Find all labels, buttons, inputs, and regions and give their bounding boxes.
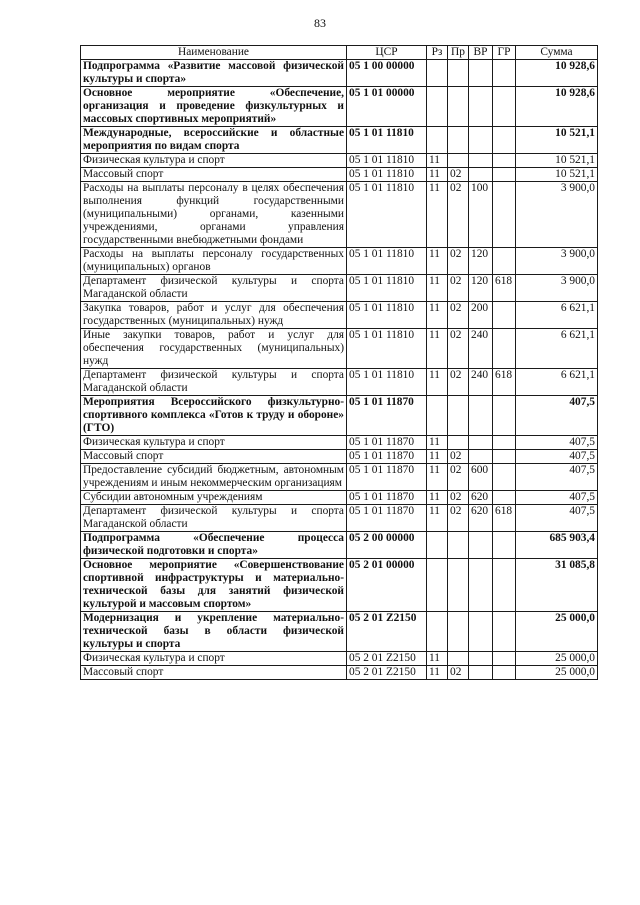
cell-rz: 11 [427, 505, 448, 532]
table-row [81, 275, 598, 302]
cell-gr [493, 450, 516, 464]
cell-gr [493, 396, 516, 436]
cell-rz [427, 612, 448, 652]
cell-pr: 02 [448, 168, 469, 182]
table-row [81, 559, 598, 612]
cell-gr [493, 302, 516, 329]
cell-csr: 05 1 01 11810 [347, 248, 427, 275]
cell-sum: 407,5 [516, 396, 598, 436]
cell-gr [493, 612, 516, 652]
cell-pr [448, 559, 469, 612]
cell-name: Иные закупки товаров, работ и услуг для обеспечения государственных (муниципальных) нужд [81, 329, 347, 369]
header-vr: ВР [469, 46, 493, 60]
cell-rz: 11 [427, 652, 448, 666]
header-csr: ЦСР [347, 46, 427, 60]
cell-vr: 240 [469, 369, 493, 396]
cell-gr [493, 559, 516, 612]
cell-pr: 02 [448, 464, 469, 491]
cell-sum: 6 621,1 [516, 302, 598, 329]
cell-gr [493, 168, 516, 182]
cell-csr: 05 1 00 00000 [347, 60, 427, 87]
cell-gr [493, 464, 516, 491]
cell-sum: 31 085,8 [516, 559, 598, 612]
budget-table [80, 45, 598, 680]
table-row [81, 505, 598, 532]
cell-vr [469, 532, 493, 559]
cell-rz: 11 [427, 666, 448, 680]
cell-name: Международные, всероссийские и областные мероприятия по видам спорта [81, 127, 347, 154]
cell-vr [469, 559, 493, 612]
table-row [81, 464, 598, 491]
cell-rz: 11 [427, 329, 448, 369]
cell-gr [493, 491, 516, 505]
cell-name: Массовый спорт [81, 450, 347, 464]
cell-pr: 02 [448, 275, 469, 302]
table-row [81, 612, 598, 652]
cell-csr: 05 2 01 Z2150 [347, 666, 427, 680]
cell-rz [427, 532, 448, 559]
cell-pr [448, 436, 469, 450]
cell-sum: 6 621,1 [516, 329, 598, 369]
cell-sum: 6 621,1 [516, 369, 598, 396]
cell-rz [427, 87, 448, 127]
table-row [81, 532, 598, 559]
table-row [81, 87, 598, 127]
cell-vr [469, 60, 493, 87]
cell-vr: 120 [469, 275, 493, 302]
cell-rz: 11 [427, 464, 448, 491]
header-name: Наименование [81, 46, 347, 60]
table-row [81, 154, 598, 168]
cell-csr: 05 1 01 11810 [347, 154, 427, 168]
cell-vr: 200 [469, 302, 493, 329]
table-row [81, 436, 598, 450]
cell-rz: 11 [427, 154, 448, 168]
cell-rz: 11 [427, 248, 448, 275]
cell-pr [448, 60, 469, 87]
cell-sum: 25 000,0 [516, 666, 598, 680]
cell-csr: 05 1 01 00000 [347, 87, 427, 127]
cell-name: Подпрограмма «Развитие массовой физической культуры и спорта» [81, 60, 347, 87]
cell-csr: 05 1 01 11810 [347, 369, 427, 396]
cell-rz: 11 [427, 302, 448, 329]
cell-rz [427, 127, 448, 154]
cell-name: Модернизация и укрепление материально-технической базы в области физической культуры и спорта [81, 612, 347, 652]
cell-pr [448, 532, 469, 559]
cell-sum: 10 928,6 [516, 87, 598, 127]
cell-rz: 11 [427, 436, 448, 450]
cell-name: Физическая культура и спорт [81, 652, 347, 666]
cell-vr [469, 436, 493, 450]
cell-rz: 11 [427, 491, 448, 505]
cell-csr: 05 1 01 11810 [347, 275, 427, 302]
table-row [81, 450, 598, 464]
cell-vr: 600 [469, 464, 493, 491]
cell-sum: 685 903,4 [516, 532, 598, 559]
cell-gr [493, 154, 516, 168]
cell-gr: 618 [493, 505, 516, 532]
cell-csr: 05 1 01 11810 [347, 168, 427, 182]
cell-sum: 10 521,1 [516, 154, 598, 168]
cell-sum: 10 521,1 [516, 127, 598, 154]
cell-name: Департамент физической культуры и спорта Магаданской области [81, 275, 347, 302]
cell-pr [448, 87, 469, 127]
cell-rz: 11 [427, 168, 448, 182]
cell-gr [493, 127, 516, 154]
cell-sum: 407,5 [516, 491, 598, 505]
cell-vr [469, 666, 493, 680]
cell-name: Физическая культура и спорт [81, 154, 347, 168]
table-row [81, 329, 598, 369]
table-row [81, 182, 598, 248]
cell-vr: 100 [469, 182, 493, 248]
cell-csr: 05 2 00 00000 [347, 532, 427, 559]
cell-csr: 05 2 01 Z2150 [347, 612, 427, 652]
cell-csr: 05 1 01 11870 [347, 450, 427, 464]
cell-name: Мероприятия Всероссийского физкультурно-спортивного комплекса «Готов к труду и обороне» (ГТО) [81, 396, 347, 436]
cell-sum: 407,5 [516, 436, 598, 450]
cell-pr: 02 [448, 329, 469, 369]
cell-name: Субсидии автономным учреждениям [81, 491, 347, 505]
cell-pr [448, 396, 469, 436]
cell-gr: 618 [493, 369, 516, 396]
cell-csr: 05 1 01 11810 [347, 127, 427, 154]
cell-rz: 11 [427, 182, 448, 248]
header-gr: ГР [493, 46, 516, 60]
cell-csr: 05 1 01 11870 [347, 491, 427, 505]
cell-pr: 02 [448, 666, 469, 680]
cell-gr [493, 666, 516, 680]
cell-sum: 3 900,0 [516, 182, 598, 248]
table-row [81, 60, 598, 87]
table-row [81, 396, 598, 436]
cell-sum: 407,5 [516, 505, 598, 532]
cell-name: Предоставление субсидий бюджетным, автономным учреждениям и иным некоммерческим организациям [81, 464, 347, 491]
header-pr: Пр [448, 46, 469, 60]
cell-pr: 02 [448, 182, 469, 248]
cell-gr [493, 248, 516, 275]
cell-sum: 10 521,1 [516, 168, 598, 182]
cell-csr: 05 1 01 11870 [347, 436, 427, 450]
cell-csr: 05 1 01 11810 [347, 329, 427, 369]
cell-rz [427, 396, 448, 436]
cell-vr [469, 154, 493, 168]
cell-gr [493, 329, 516, 369]
cell-gr [493, 436, 516, 450]
cell-vr [469, 168, 493, 182]
header-rz: Рз [427, 46, 448, 60]
cell-pr: 02 [448, 450, 469, 464]
cell-pr: 02 [448, 505, 469, 532]
cell-gr [493, 532, 516, 559]
page-number: 83 [314, 16, 326, 30]
cell-vr [469, 396, 493, 436]
cell-name: Основное мероприятие «Совершенствование спортивной инфраструктуры и материально-технической базы для занятий физической культурой и массовым спортом» [81, 559, 347, 612]
cell-pr [448, 154, 469, 168]
cell-name: Расходы на выплаты персоналу государственных (муниципальных) органов [81, 248, 347, 275]
cell-vr: 620 [469, 491, 493, 505]
cell-csr: 05 2 01 00000 [347, 559, 427, 612]
cell-pr [448, 127, 469, 154]
cell-name: Массовый спорт [81, 666, 347, 680]
cell-sum: 3 900,0 [516, 248, 598, 275]
cell-sum: 3 900,0 [516, 275, 598, 302]
cell-pr: 02 [448, 248, 469, 275]
cell-csr: 05 1 01 11810 [347, 302, 427, 329]
cell-vr: 240 [469, 329, 493, 369]
cell-rz [427, 60, 448, 87]
cell-rz: 11 [427, 275, 448, 302]
cell-gr [493, 60, 516, 87]
cell-vr: 620 [469, 505, 493, 532]
cell-rz [427, 559, 448, 612]
cell-pr [448, 612, 469, 652]
cell-sum: 407,5 [516, 450, 598, 464]
table-body [81, 60, 598, 680]
cell-name: Департамент физической культуры и спорта Магаданской области [81, 369, 347, 396]
cell-csr: 05 1 01 11870 [347, 505, 427, 532]
cell-gr [493, 87, 516, 127]
table-row [81, 248, 598, 275]
cell-pr: 02 [448, 369, 469, 396]
cell-vr [469, 652, 493, 666]
cell-csr: 05 1 01 11870 [347, 396, 427, 436]
cell-sum: 407,5 [516, 464, 598, 491]
table-row [81, 168, 598, 182]
cell-gr [493, 652, 516, 666]
cell-sum: 10 928,6 [516, 60, 598, 87]
cell-sum: 25 000,0 [516, 652, 598, 666]
cell-csr: 05 1 01 11870 [347, 464, 427, 491]
cell-name: Основное мероприятие «Обеспечение, организация и проведение физкультурных и массовых спортивных мероприятий» [81, 87, 347, 127]
cell-csr: 05 2 01 Z2150 [347, 652, 427, 666]
cell-rz: 11 [427, 450, 448, 464]
cell-vr: 120 [469, 248, 493, 275]
cell-name: Массовый спорт [81, 168, 347, 182]
table-row [81, 652, 598, 666]
cell-pr [448, 652, 469, 666]
cell-sum: 25 000,0 [516, 612, 598, 652]
cell-name: Физическая культура и спорт [81, 436, 347, 450]
cell-gr: 618 [493, 275, 516, 302]
table-row [81, 369, 598, 396]
cell-vr [469, 87, 493, 127]
cell-pr: 02 [448, 302, 469, 329]
cell-vr [469, 450, 493, 464]
cell-name: Закупка товаров, работ и услуг для обеспечения государственных (муниципальных) нужд [81, 302, 347, 329]
header-sum: Сумма [516, 46, 598, 60]
cell-name: Подпрограмма «Обеспечение процесса физической подготовки и спорта» [81, 532, 347, 559]
table-row [81, 491, 598, 505]
cell-vr [469, 127, 493, 154]
cell-gr [493, 182, 516, 248]
table-row [81, 666, 598, 680]
cell-name: Департамент физической культуры и спорта Магаданской области [81, 505, 347, 532]
cell-vr [469, 612, 493, 652]
cell-csr: 05 1 01 11810 [347, 182, 427, 248]
cell-pr: 02 [448, 491, 469, 505]
table-header-row [81, 46, 598, 60]
cell-name: Расходы на выплаты персоналу в целях обеспечения выполнения функций государственными (муниципальными) органами, казенными учреждениями, органами управления государственными внебюджетными фондами [81, 182, 347, 248]
table-row [81, 302, 598, 329]
cell-rz: 11 [427, 369, 448, 396]
table-row [81, 127, 598, 154]
